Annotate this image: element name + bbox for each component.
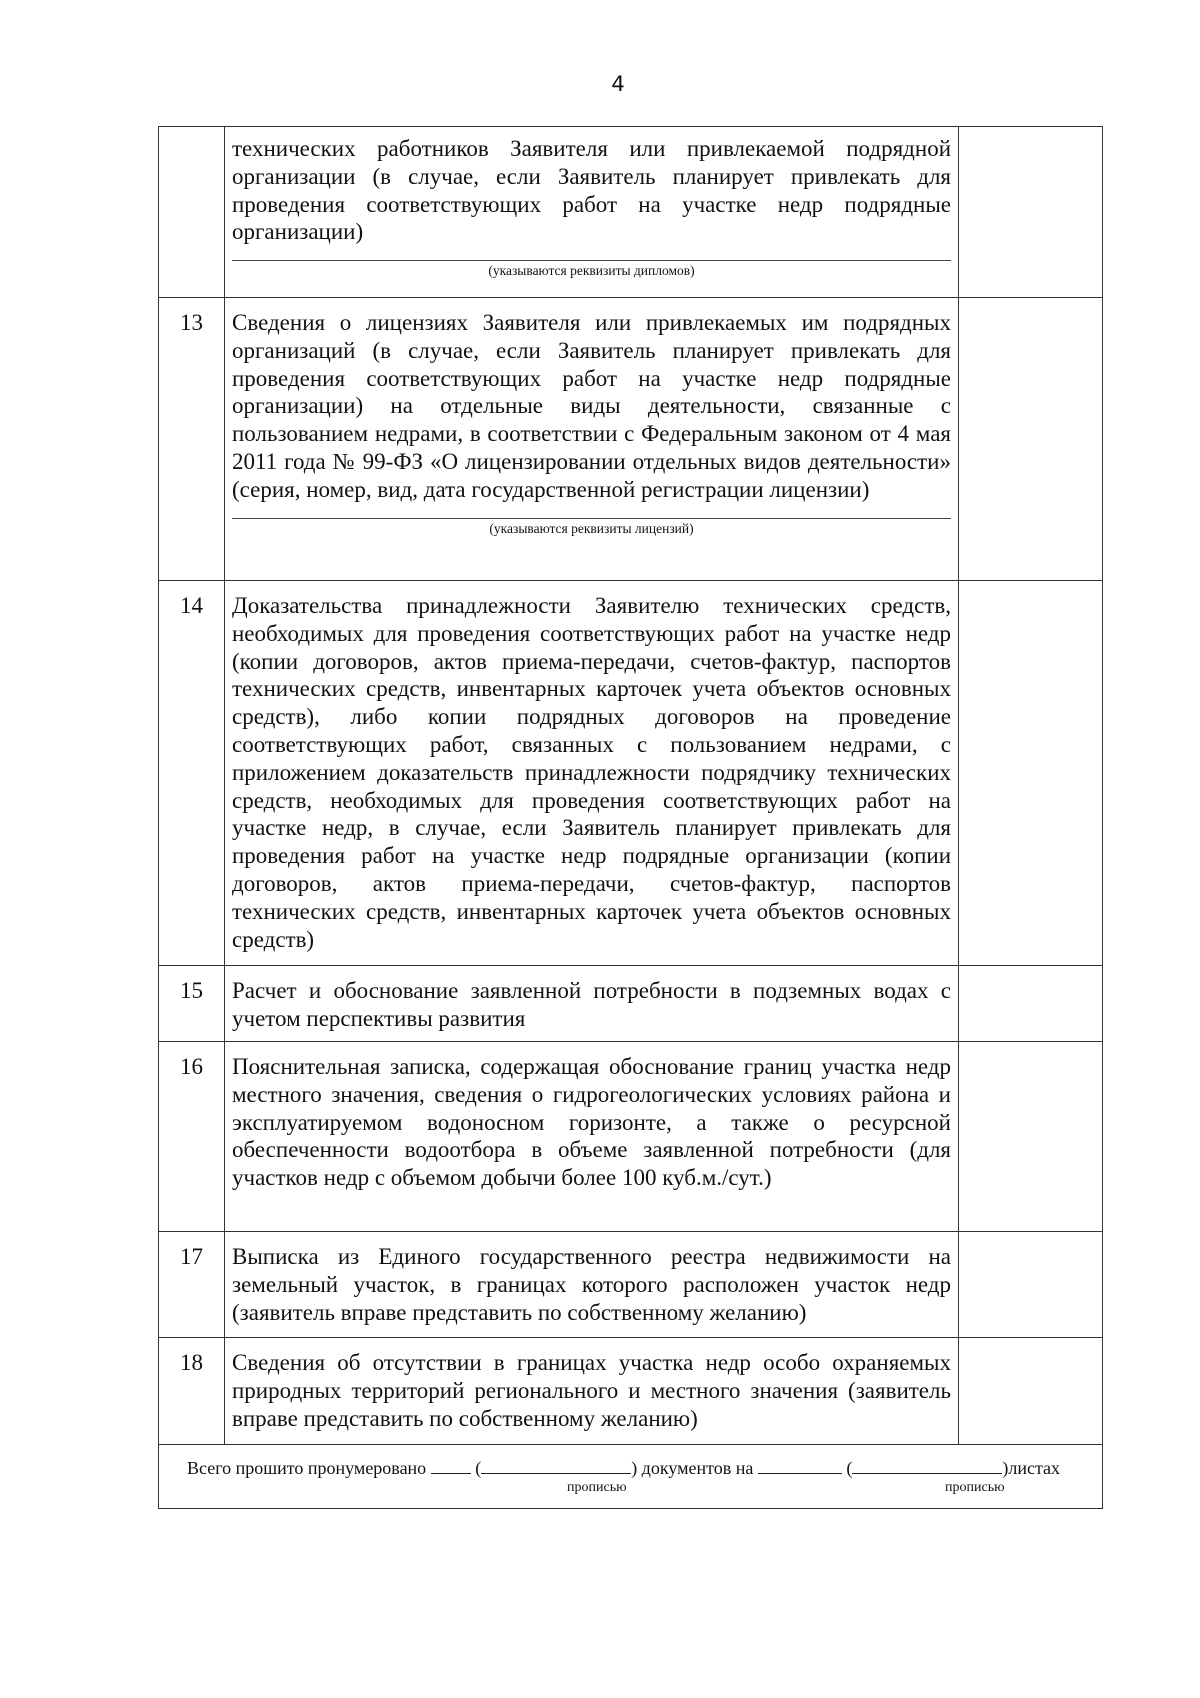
in-words-hint-1: прописью bbox=[567, 1480, 627, 1495]
table-row bbox=[159, 127, 1103, 298]
sheets-in-words-field[interactable] bbox=[852, 1455, 1002, 1474]
in-words-hint-2: прописью bbox=[945, 1480, 1005, 1495]
sheets-label: )листах bbox=[1002, 1458, 1061, 1478]
row-number: 18 bbox=[159, 1338, 225, 1445]
table-row bbox=[159, 966, 1103, 1042]
row-text: Выписка из Единого государственного реестра недвижимости на земельный участок, в границах которого расположен участок недр (заявитель вправе представить по собственному желанию) bbox=[232, 1244, 951, 1325]
row-text: Пояснительная записка, содержащая обоснование границ участка недр местного значения, сведения о гидрогеологических условиях района и эксплуатируемом водоносном горизонте, а также о ресурсной обеспеченности водоотбора в объеме заявленной потребности (для участков недр с объемом добычи более 100 куб.м./сут.) bbox=[232, 1054, 951, 1191]
table-row bbox=[159, 581, 1103, 966]
row-number: 15 bbox=[159, 966, 225, 1042]
mark-cell[interactable] bbox=[959, 127, 1103, 298]
row-text: Сведения об отсутствии в границах участка недр особо охраняемых природных территорий регионального и местного значения (заявитель вправе представить по собственному желанию) bbox=[232, 1350, 951, 1431]
requisites-note: (указываются реквизиты лицензий) bbox=[232, 518, 951, 539]
documents-table bbox=[158, 126, 1103, 1509]
mark-cell[interactable] bbox=[959, 1338, 1103, 1445]
page-number: 4 bbox=[611, 72, 625, 96]
row-number: 13 bbox=[159, 298, 225, 581]
mark-cell[interactable] bbox=[959, 1232, 1103, 1338]
footer-total-line: Всего прошито пронумеровано ( ) документов на ( )листах bbox=[187, 1455, 1102, 1479]
sheets-count-field[interactable] bbox=[758, 1455, 842, 1474]
table-row bbox=[159, 1338, 1103, 1445]
table-row bbox=[159, 1232, 1103, 1338]
mark-cell[interactable] bbox=[959, 966, 1103, 1042]
row-text: Расчет и обоснование заявленной потребности в подземных водах с учетом перспективы развития bbox=[232, 978, 951, 1031]
row-text: Доказательства принадлежности Заявителю технических средств, необходимых для проведения соответствующих работ на участке недр (копии договоров, актов приема-передачи, счетов-фактур, паспортов технических средств, инвентарных карточек учета объектов основных средств), либо копии подрядных договоров на проведение соответствующих работ, связанных с пользованием недрами, с приложением доказательств принадлежности подрядчику технических средств, необходимых для проведения соответствующих работ на участке недр, в случае, если Заявитель планирует привлекать для проведения работ на участке недр подрядные организации (копии договоров, актов приема-передачи, счетов-фактур, паспортов технических средств, инвентарных карточек учета объектов основных средств) bbox=[232, 593, 951, 952]
mark-cell[interactable] bbox=[959, 298, 1103, 581]
table-row bbox=[159, 298, 1103, 581]
mark-cell[interactable] bbox=[959, 1042, 1103, 1232]
row-number: 16 bbox=[159, 1042, 225, 1232]
total-label: Всего прошито пронумеровано bbox=[187, 1458, 427, 1478]
row-number: 17 bbox=[159, 1232, 225, 1338]
row-number bbox=[159, 127, 225, 298]
row-text: технических работников Заявителя или привлекаемой подрядной организации (в случае, если Заявитель планирует привлекать для проведения соответствующих работ на участке недр подрядные организации) bbox=[232, 136, 951, 245]
table-row bbox=[159, 1042, 1103, 1232]
row-text: Сведения о лицензиях Заявителя или привлекаемых им подрядных организаций (в случае, если Заявитель планирует привлекать для проведения соответствующих работ на участке недр подрядные организации) на отдельные виды деятельности, связанные с пользованием недрами, в соответствии с Федеральным законом от 4 мая 2011 года № 99-ФЗ «О лицензировании отдельных видов деятельности» (серия, номер, вид, дата государственной регистрации лицензии) bbox=[232, 310, 951, 502]
footer-row bbox=[159, 1445, 1103, 1509]
documents-label: ) документов на bbox=[631, 1458, 754, 1478]
mark-cell[interactable] bbox=[959, 581, 1103, 966]
count-in-words-field[interactable] bbox=[481, 1455, 631, 1474]
count-field[interactable] bbox=[431, 1455, 471, 1474]
row-number: 14 bbox=[159, 581, 225, 966]
requisites-note: (указываются реквизиты дипломов) bbox=[232, 260, 951, 281]
